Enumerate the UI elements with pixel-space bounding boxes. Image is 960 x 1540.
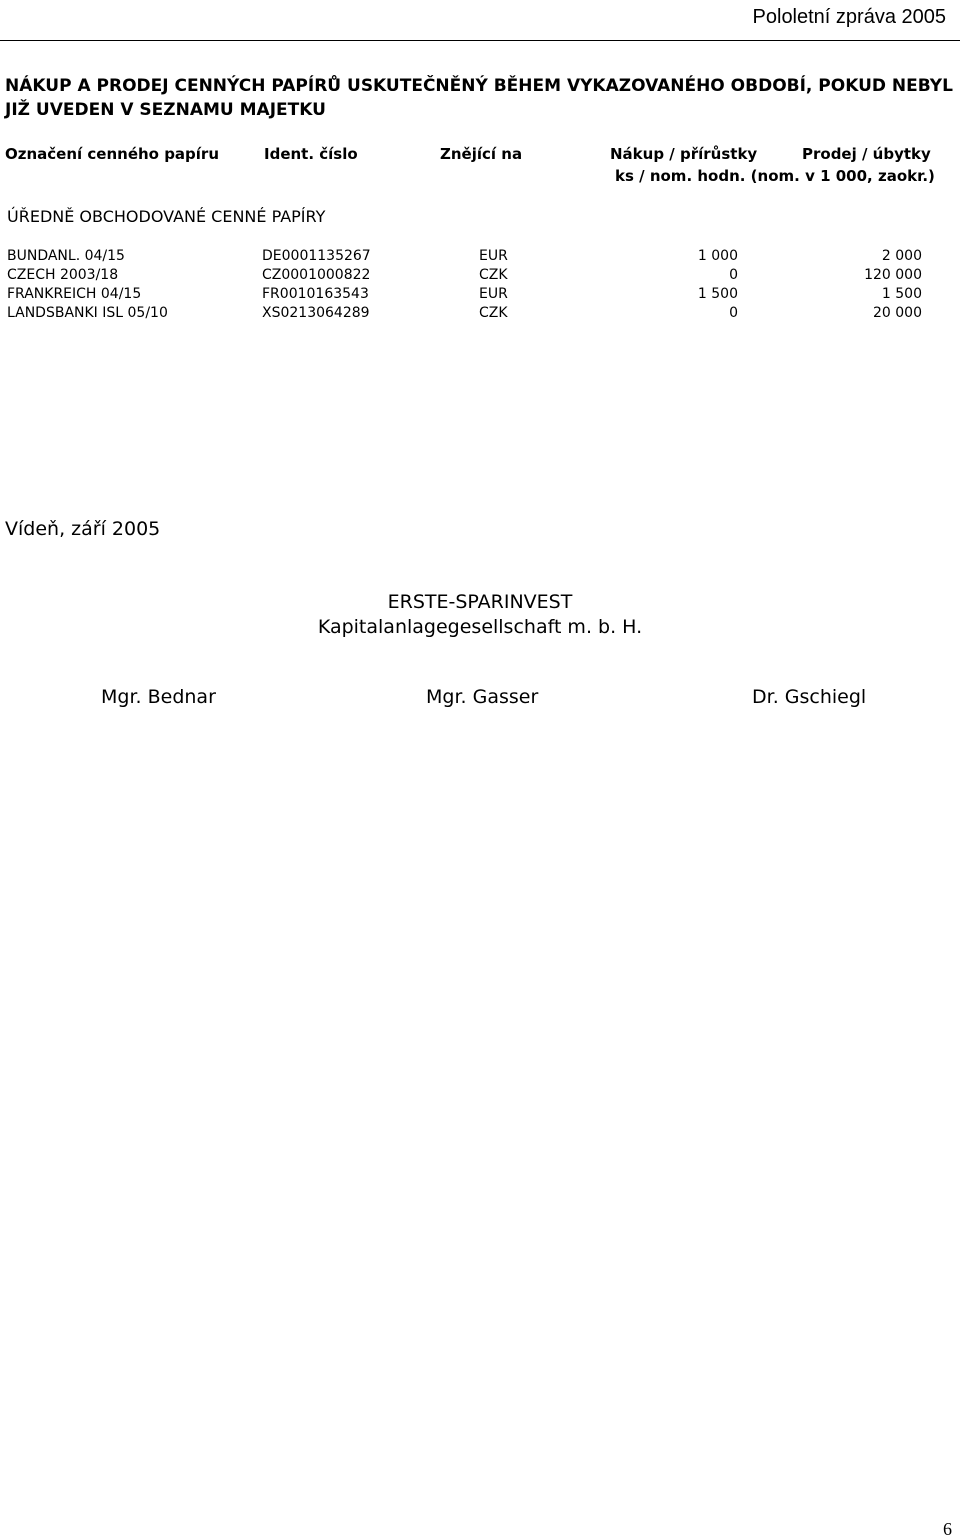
company-name-line2: Kapitalanlagegesellschaft m. b. H.: [317, 616, 643, 638]
security-purchase: 0: [729, 267, 738, 283]
security-sale: 120 000: [864, 267, 922, 283]
security-sale: 2 000: [881, 248, 922, 264]
security-purchase: 0: [729, 305, 738, 321]
category-heading: ÚŘEDNĚ OBCHODOVANÉ CENNÉ PAPÍRY: [7, 207, 326, 226]
company-name-line1: ERSTE-SPARINVEST: [387, 591, 573, 613]
security-isin: FR0010163543: [262, 286, 369, 302]
security-isin: DE0001135267: [262, 248, 371, 264]
security-isin: XS0213064289: [262, 305, 370, 321]
security-currency: CZK: [479, 267, 508, 283]
security-name: BUNDANL. 04/15: [7, 248, 125, 264]
table-row: [0, 286, 960, 306]
security-sale: 20 000: [873, 305, 922, 321]
security-isin: CZ0001000822: [262, 267, 371, 283]
security-purchase: 1 000: [697, 248, 738, 264]
column-header-purchase: Nákup / přírůstky: [610, 145, 758, 163]
security-name: CZECH 2003/18: [7, 267, 119, 283]
security-currency: CZK: [479, 305, 508, 321]
place-date: Vídeň, září 2005: [5, 518, 161, 540]
table-row: [0, 248, 960, 268]
column-header-isin: Ident. číslo: [264, 145, 358, 163]
header-divider: [0, 40, 960, 41]
company-name: [0, 590, 960, 640]
security-name: FRANKREICH 04/15: [7, 286, 142, 302]
column-header-name: Označení cenného papíru: [5, 145, 220, 163]
report-title: Pololetní zpráva 2005: [752, 6, 946, 28]
security-currency: EUR: [479, 286, 508, 302]
table-row: [0, 305, 960, 325]
column-header-currency: Znějící na: [440, 145, 523, 163]
units-note: ks / nom. hodn. (nom. v 1 000, zaokr.): [615, 167, 935, 185]
column-header-sale: Prodej / úbytky: [802, 145, 931, 163]
security-purchase: 1 500: [697, 286, 738, 302]
section-heading: NÁKUP A PRODEJ CENNÝCH PAPÍRŮ USKUTEČNĚNÝ BĚHEM VYKAZOVANÉHO OBDOBÍ, POKUD NEBYL JIŽ UVEDEN V SEZNAMU MAJETKU: [5, 76, 953, 120]
signer-name: Mgr. Bednar: [101, 686, 216, 708]
table-row: [0, 267, 960, 287]
signer-name: Dr. Gschiegl: [752, 686, 867, 708]
security-currency: EUR: [479, 248, 508, 264]
security-name: LANDSBANKI ISL 05/10: [7, 305, 168, 321]
security-sale: 1 500: [881, 286, 922, 302]
page-number: 6: [943, 1519, 952, 1539]
signer-name: Mgr. Gasser: [426, 686, 539, 708]
